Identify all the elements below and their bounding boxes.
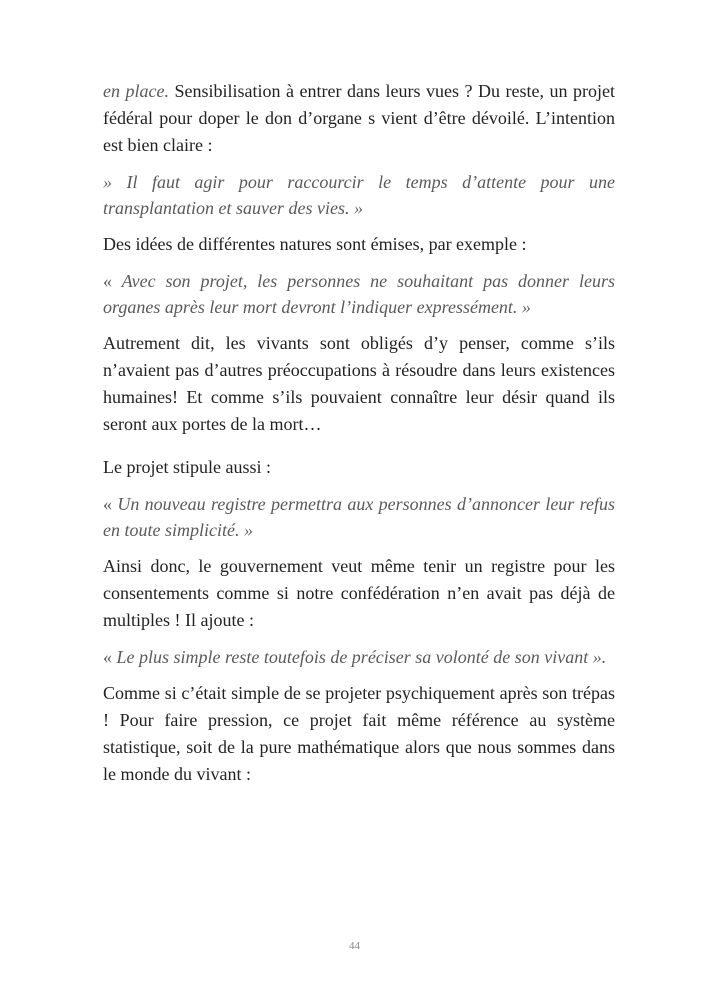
paragraph-intro-text: Sensibilisation à entrer dans leurs vues ? Du reste, un projet fédéral pour doper le don d’organe s vient d’être dévoilé. L’intention est bien claire : (103, 81, 615, 155)
quote-registry-text: Un nouveau registre permettra aux personnes d’annoncer leur refus en toute simplicité. » (103, 494, 615, 540)
paragraph-ideas: Des idées de différentes natures sont émises, par exemple : (103, 234, 527, 254)
quote-simplest-mark: « (103, 647, 112, 667)
quote-simplest (103, 644, 615, 670)
paragraph-intro (103, 78, 615, 159)
quote-project-text: Avec son projet, les personnes ne souhaitant pas donner leurs organes après leur mort devront l’indiquer expressément. » (103, 271, 615, 317)
quote-waiting-time: » Il faut agir pour raccourcir le temps d’attente pour une transplantation et sauver des vies. » (103, 172, 615, 218)
paragraph-trepas: Comme si c’était simple de se projeter psychiquement après son trépas ! Pour faire pression, ce projet fait même référence au système statistique, soit de la pure mathématique alors que nous sommes dans le monde du vivant : (103, 683, 615, 784)
document-body (103, 78, 615, 798)
quote-simplest-text: Le plus simple reste toutefois de préciser sa volonté de son vivant ». (112, 647, 607, 667)
quote-project-mark: « (103, 271, 112, 291)
quote-registry-mark: « (103, 494, 112, 514)
page-number: 44 (349, 940, 360, 952)
paragraph-intro-lead: en place. (103, 81, 169, 101)
paragraph-government: Ainsi donc, le gouvernement veut même tenir un registre pour les consentements comme si notre confédération n’en avait pas déjà de multiples ! Il ajoute : (103, 556, 615, 630)
paragraph-living: Autrement dit, les vivants sont obligés d’y penser, comme s’ils n’avaient pas d’autres préoccupations à résoudre dans leurs existences humaines! Et comme s’ils pouvaient connaître leur désir quand ils seront aux portes de la mort… (103, 333, 615, 434)
paragraph-stipulate: Le projet stipule aussi : (103, 457, 271, 477)
quote-project (103, 268, 615, 320)
quote-registry (103, 491, 615, 543)
